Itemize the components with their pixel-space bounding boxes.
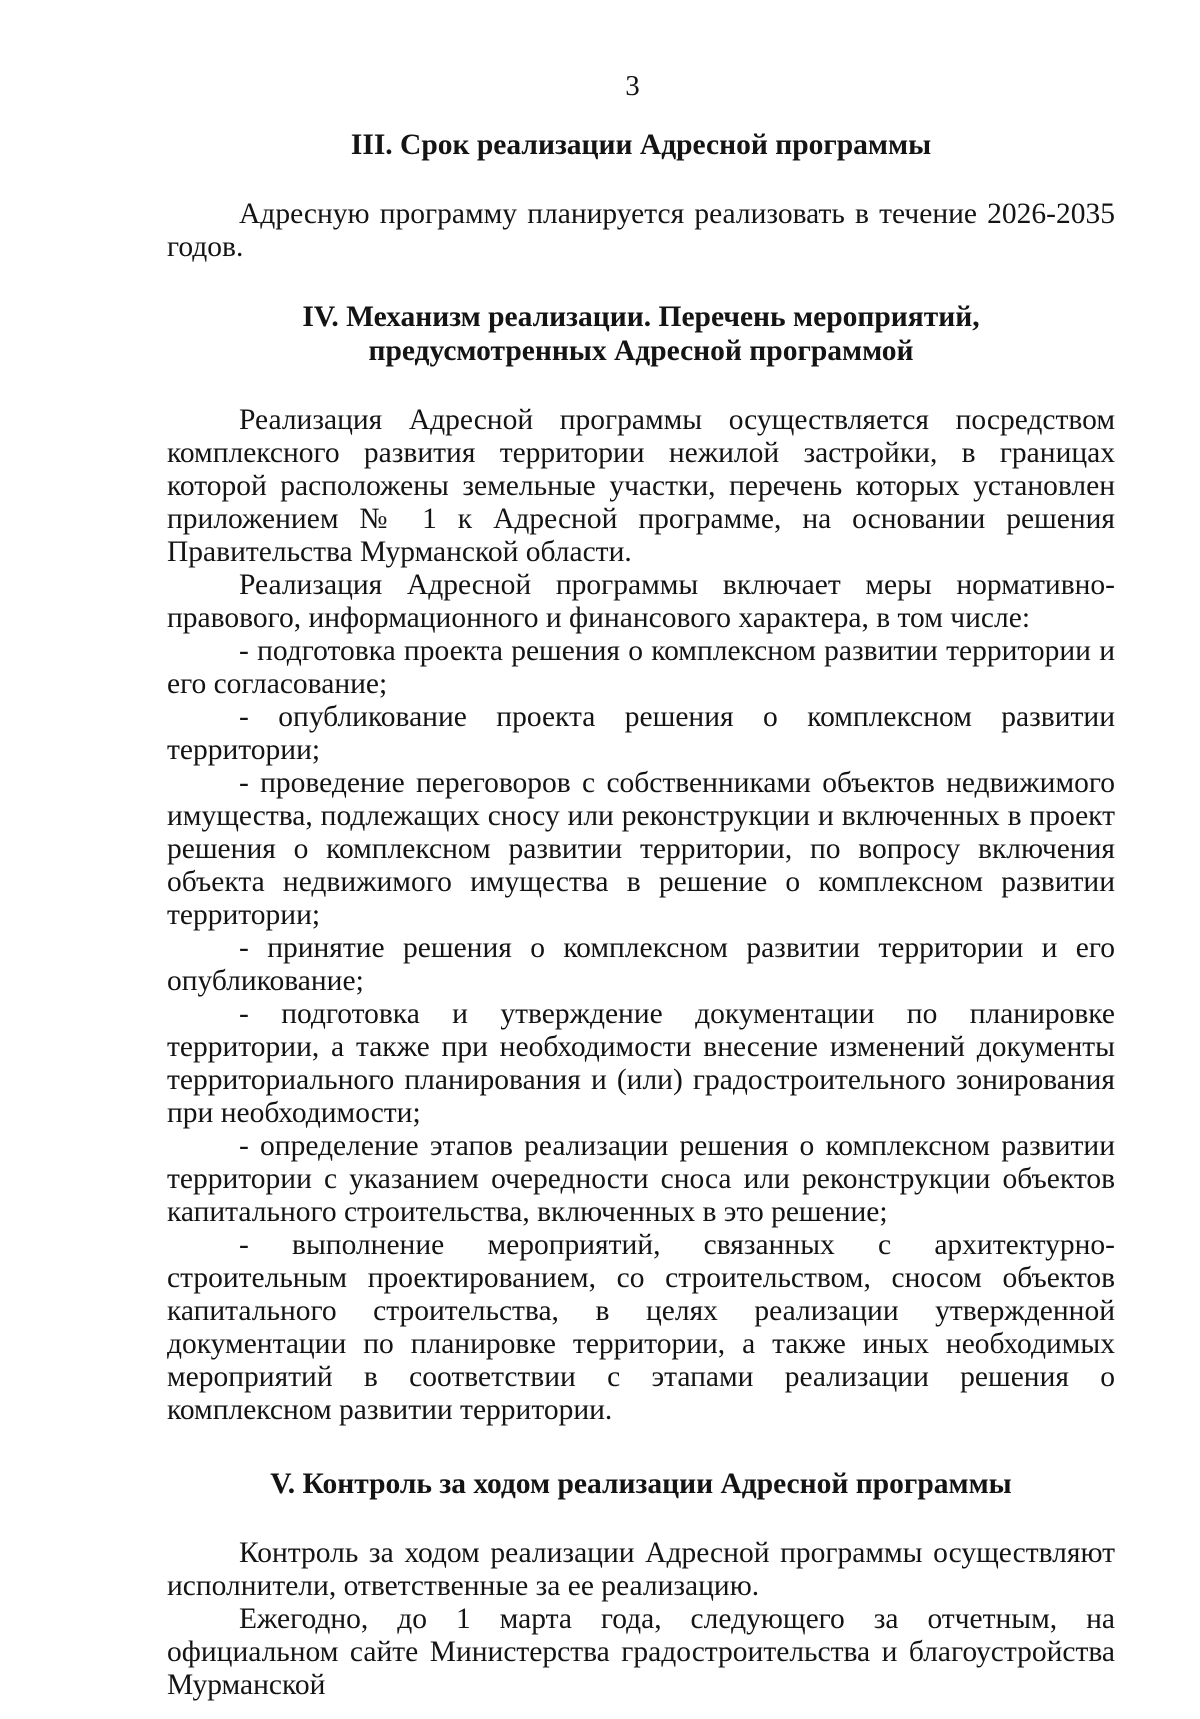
page-number: 3 — [625, 70, 640, 102]
section-4-list-item-4: - принятие решения о комплексном развитии территории и его опубликование; — [167, 932, 1115, 997]
section-3-paragraph: Адресную программу планируется реализовать в течение 2026-2035 годов. — [167, 198, 1115, 263]
section-4-list-item-2: - опубликование проекта решения о комплексном развитии территории; — [167, 701, 1115, 766]
section-4-list-item-1: - подготовка проекта решения о комплексном развитии территории и его согласование; — [167, 635, 1115, 700]
section-3-heading: III. Срок реализации Адресной программы — [350, 129, 932, 161]
section-4-heading — [167, 300, 1115, 368]
section-4-paragraph-2: Реализация Адресной программы включает меры нормативно-правового, информационного и финансового характера, в том числе: — [167, 569, 1115, 634]
section-4-list-item-7: - выполнение мероприятий, связанных с архитектурно-строительным проектированием, со строительством, сносом объектов капитального строительства, в целях реализации утвержденной документации по планировке территории, а также иных необходимых мероприятий в соответствии с этапами реализации решения о комплексном развитии территории. — [167, 1229, 1115, 1426]
section-4-list-item-5: - подготовка и утверждение документации по планировке территории, а также при необходимости внесение изменений документы территориального планирования и (или) градостроительного зонирования при необходимости; — [167, 998, 1115, 1129]
section-4-list-item-3: - проведение переговоров с собственниками объектов недвижимого имущества, подлежащих сносу или реконструкции и включенных в проект решения о комплексном развитии территории, по вопросу включения объекта недвижимого имущества в решение о комплексном развитии территории; — [167, 767, 1115, 931]
document-body — [167, 128, 1115, 1702]
section-5-heading: V. Контроль за ходом реализации Адресной программы — [270, 1468, 1012, 1500]
section-5-paragraph-2: Ежегодно, до 1 марта года, следующего за отчетным, на официальном сайте Министерства градостроительства и благоустройства Мурманской — [167, 1603, 1115, 1701]
section-5-paragraph-1: Контроль за ходом реализации Адресной программы осуществляют исполнители, ответственные за ее реализацию. — [167, 1537, 1115, 1602]
section-4-heading-line-1: IV. Механизм реализации. Перечень мероприятий, — [302, 301, 980, 333]
section-4-list-item-6: - определение этапов реализации решения о комплексном развитии территории с указанием очередности сноса или реконструкции объектов капитального строительства, включенных в это решение; — [167, 1130, 1115, 1228]
section-4-paragraph-1: Реализация Адресной программы осуществляется посредством комплексного развития территории нежилой застройки, в границах которой расположены земельные участки, перечень которых установлен приложением № 1 к Адресной программе, на основании решения Правительства Мурманской области. — [167, 404, 1115, 568]
section-4-heading-line-2: предусмотренных Адресной программой — [368, 335, 914, 367]
